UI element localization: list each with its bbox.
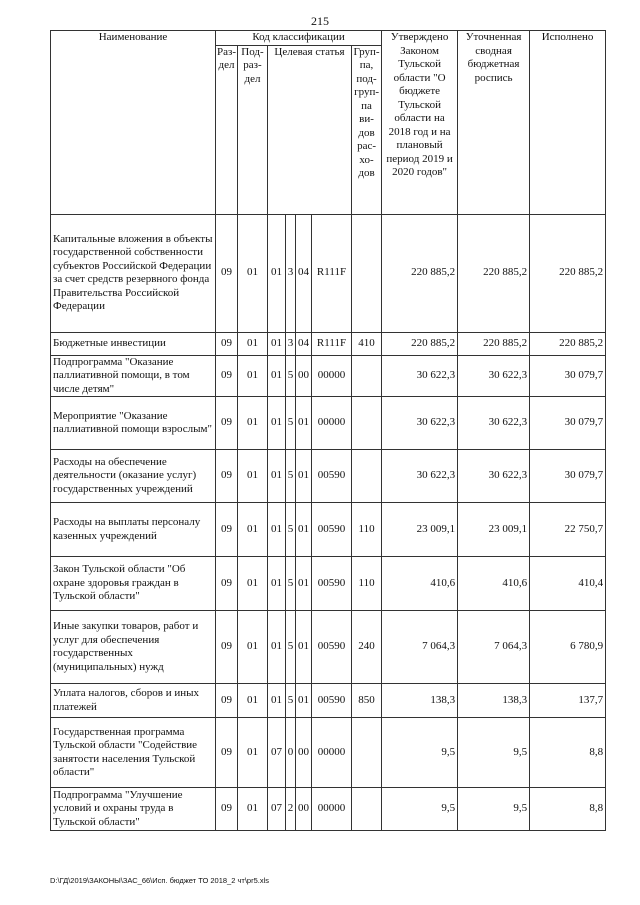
row-name: Подпрограмма "Улучшение условий и охраны труда в Тульской области" [51, 788, 216, 831]
razdel-code: 09 [216, 718, 238, 788]
table-row [51, 557, 606, 611]
refined-amount: 410,6 [458, 557, 530, 611]
table-row [51, 214, 606, 332]
file-path-footer: D:\ГД\2019\ЗАКОНЫ\ЗАС_66\Исп. бюджет ТО 2018_2 чт\pr5.xls [50, 876, 269, 885]
target-code-4: 00000 [312, 718, 352, 788]
podrazdel-code: 01 [238, 332, 268, 355]
target-code-3: 01 [296, 397, 312, 450]
expense-group-code [352, 397, 382, 450]
header-razdel: Раз-дел [216, 45, 238, 214]
podrazdel-code: 01 [238, 788, 268, 831]
podrazdel-code: 01 [238, 718, 268, 788]
table-row [51, 450, 606, 503]
approved-amount: 9,5 [382, 718, 458, 788]
podrazdel-code: 01 [238, 611, 268, 684]
target-code-4: R111F [312, 214, 352, 332]
approved-amount: 220 885,2 [382, 332, 458, 355]
target-code-2: 3 [286, 332, 296, 355]
target-code-1: 07 [268, 718, 286, 788]
target-code-1: 01 [268, 450, 286, 503]
target-code-3: 01 [296, 503, 312, 557]
row-name: Капитальные вложения в объекты государственной собственности субъектов Российской Федерации за счет средств резервного фонда Правительства Российской Федерации [51, 214, 216, 332]
expense-group-code: 240 [352, 611, 382, 684]
target-code-2: 5 [286, 611, 296, 684]
podrazdel-code: 01 [238, 397, 268, 450]
header-name: Наименование [51, 31, 216, 215]
header-target: Целевая статья [268, 45, 352, 214]
expense-group-code [352, 718, 382, 788]
row-name: Подпрограмма "Оказание паллиативной помощи, в том числе детям" [51, 355, 216, 397]
table-row [51, 684, 606, 718]
razdel-code: 09 [216, 355, 238, 397]
header-group: Груп-па, под-груп-па ви-дов рас-хо-дов [352, 45, 382, 214]
approved-amount: 220 885,2 [382, 214, 458, 332]
expense-group-code [352, 214, 382, 332]
approved-amount: 7 064,3 [382, 611, 458, 684]
refined-amount: 9,5 [458, 788, 530, 831]
refined-amount: 23 009,1 [458, 503, 530, 557]
table-row [51, 718, 606, 788]
table-row [51, 503, 606, 557]
razdel-code: 09 [216, 684, 238, 718]
target-code-2: 2 [286, 788, 296, 831]
expense-group-code: 110 [352, 503, 382, 557]
approved-amount: 138,3 [382, 684, 458, 718]
target-code-3: 00 [296, 355, 312, 397]
target-code-2: 5 [286, 684, 296, 718]
razdel-code: 09 [216, 397, 238, 450]
row-name: Иные закупки товаров, работ и услуг для обеспечения государственных (муниципальных) нужд [51, 611, 216, 684]
row-name: Мероприятие "Оказание паллиативной помощи взрослым" [51, 397, 216, 450]
target-code-2: 5 [286, 450, 296, 503]
row-name: Государственная программа Тульской области "Содействие занятости населения Тульской области" [51, 718, 216, 788]
razdel-code: 09 [216, 503, 238, 557]
table-row [51, 611, 606, 684]
target-code-3: 00 [296, 788, 312, 831]
target-code-3: 04 [296, 332, 312, 355]
executed-amount: 8,8 [530, 788, 606, 831]
row-name: Закон Тульской области "Об охране здоровья граждан в Тульской области" [51, 557, 216, 611]
target-code-4: 00590 [312, 611, 352, 684]
target-code-3: 01 [296, 557, 312, 611]
podrazdel-code: 01 [238, 355, 268, 397]
razdel-code: 09 [216, 332, 238, 355]
header-executed: Исполнено [530, 31, 606, 215]
razdel-code: 09 [216, 611, 238, 684]
razdel-code: 09 [216, 450, 238, 503]
razdel-code: 09 [216, 788, 238, 831]
row-name: Бюджетные инвестиции [51, 332, 216, 355]
page-number: 215 [311, 14, 329, 28]
podrazdel-code: 01 [238, 450, 268, 503]
executed-amount: 30 079,7 [530, 450, 606, 503]
header-row-1 [51, 31, 606, 46]
target-code-1: 01 [268, 611, 286, 684]
target-code-1: 01 [268, 503, 286, 557]
refined-amount: 7 064,3 [458, 611, 530, 684]
approved-amount: 30 622,3 [382, 355, 458, 397]
razdel-code: 09 [216, 557, 238, 611]
executed-amount: 6 780,9 [530, 611, 606, 684]
target-code-3: 01 [296, 611, 312, 684]
header-code-group: Код классификации [216, 31, 382, 46]
expense-group-code [352, 355, 382, 397]
target-code-2: 5 [286, 355, 296, 397]
target-code-1: 01 [268, 332, 286, 355]
header-podrazdel: Под-раз-дел [238, 45, 268, 214]
target-code-3: 04 [296, 214, 312, 332]
approved-amount: 30 622,3 [382, 450, 458, 503]
refined-amount: 30 622,3 [458, 397, 530, 450]
refined-amount: 30 622,3 [458, 355, 530, 397]
podrazdel-code: 01 [238, 557, 268, 611]
target-code-2: 5 [286, 557, 296, 611]
approved-amount: 410,6 [382, 557, 458, 611]
target-code-4: 00590 [312, 684, 352, 718]
refined-amount: 138,3 [458, 684, 530, 718]
header-refined: Уточненная сводная бюджетная роспись [458, 31, 530, 215]
table-row [51, 332, 606, 355]
executed-amount: 30 079,7 [530, 355, 606, 397]
refined-amount: 9,5 [458, 718, 530, 788]
target-code-1: 07 [268, 788, 286, 831]
podrazdel-code: 01 [238, 214, 268, 332]
target-code-4: 00590 [312, 503, 352, 557]
target-code-1: 01 [268, 355, 286, 397]
target-code-3: 00 [296, 718, 312, 788]
table-row [51, 788, 606, 831]
target-code-4: 00000 [312, 397, 352, 450]
razdel-code: 09 [216, 214, 238, 332]
target-code-1: 01 [268, 214, 286, 332]
target-code-1: 01 [268, 684, 286, 718]
header-approved: Утверждено Законом Тульской области "О бюджете Тульской области на 2018 год и на плановый период 2019 и 2020 годов" [382, 31, 458, 215]
executed-amount: 137,7 [530, 684, 606, 718]
table-row [51, 355, 606, 397]
target-code-2: 5 [286, 397, 296, 450]
row-name: Расходы на выплаты персоналу казенных учреждений [51, 503, 216, 557]
podrazdel-code: 01 [238, 503, 268, 557]
target-code-1: 01 [268, 397, 286, 450]
approved-amount: 9,5 [382, 788, 458, 831]
podrazdel-code: 01 [238, 684, 268, 718]
approved-amount: 23 009,1 [382, 503, 458, 557]
expense-group-code [352, 450, 382, 503]
target-code-4: 00590 [312, 557, 352, 611]
expense-group-code: 110 [352, 557, 382, 611]
refined-amount: 220 885,2 [458, 332, 530, 355]
row-name: Уплата налогов, сборов и иных платежей [51, 684, 216, 718]
executed-amount: 220 885,2 [530, 214, 606, 332]
target-code-3: 01 [296, 684, 312, 718]
executed-amount: 220 885,2 [530, 332, 606, 355]
target-code-2: 5 [286, 503, 296, 557]
target-code-4: 00000 [312, 355, 352, 397]
expense-group-code: 850 [352, 684, 382, 718]
target-code-3: 01 [296, 450, 312, 503]
refined-amount: 30 622,3 [458, 450, 530, 503]
executed-amount: 22 750,7 [530, 503, 606, 557]
target-code-1: 01 [268, 557, 286, 611]
expense-group-code: 410 [352, 332, 382, 355]
expense-group-code [352, 788, 382, 831]
target-code-2: 0 [286, 718, 296, 788]
target-code-2: 3 [286, 214, 296, 332]
table-row [51, 397, 606, 450]
target-code-4: R111F [312, 332, 352, 355]
executed-amount: 410,4 [530, 557, 606, 611]
target-code-4: 00000 [312, 788, 352, 831]
approved-amount: 30 622,3 [382, 397, 458, 450]
refined-amount: 220 885,2 [458, 214, 530, 332]
budget-table [50, 30, 606, 831]
executed-amount: 8,8 [530, 718, 606, 788]
target-code-4: 00590 [312, 450, 352, 503]
row-name: Расходы на обеспечение деятельности (оказание услуг) государственных учреждений [51, 450, 216, 503]
executed-amount: 30 079,7 [530, 397, 606, 450]
